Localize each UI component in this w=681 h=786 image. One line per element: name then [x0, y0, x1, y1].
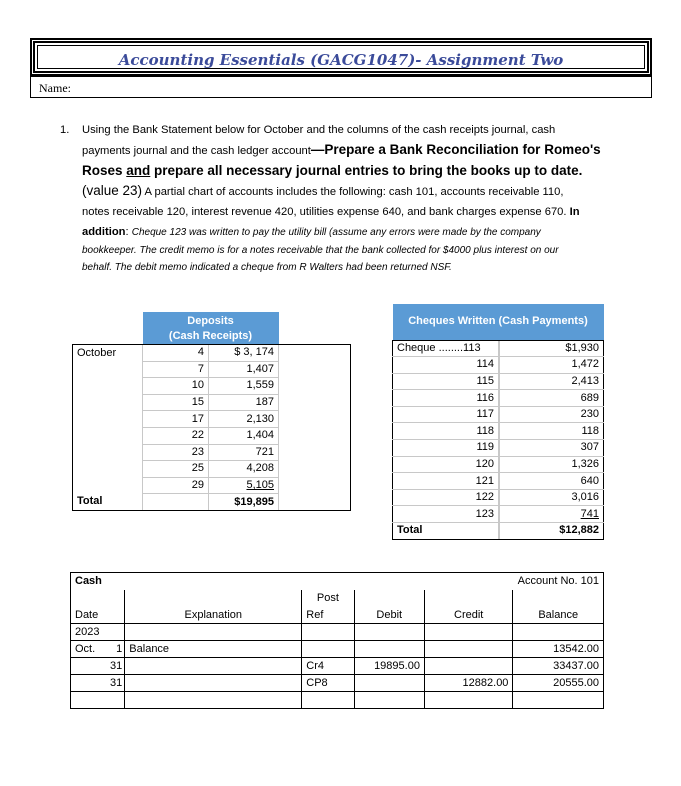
- cheque-first-label: Cheque ........113: [393, 340, 499, 357]
- table-row: 29 5,105: [73, 477, 351, 494]
- ledger-year-row: 2023: [71, 624, 604, 641]
- deposits-total: $19,895: [209, 494, 279, 511]
- deposit-amount: $ 3, 174: [209, 345, 279, 362]
- title-frame: [30, 38, 652, 76]
- table-row: 117 230: [393, 406, 604, 423]
- cheque-amount: $1,930: [500, 340, 604, 357]
- question-line-7: bookkeeper. The credit memo is for a notes receivable that the bank collected for $4000 plus interest on our: [82, 245, 559, 256]
- cheques-table: [392, 304, 604, 540]
- cheques-total: $12,882: [500, 523, 604, 540]
- table-row: 31 CP8 12882.00 20555.00: [71, 675, 604, 692]
- table-row: 25 4,208: [73, 461, 351, 478]
- ledger-header-row: Date Explanation Ref Debit Credit Balance: [71, 607, 604, 624]
- question-1: [60, 120, 634, 276]
- table-row: 10 1,559: [73, 378, 351, 395]
- deposits-table: [72, 312, 351, 511]
- question-line-4: (value 23) A partial chart of accounts includes the following: cash 101, accounts receivable 110,: [82, 183, 564, 198]
- table-row: 119 307: [393, 440, 604, 457]
- table-row: 122 3,016: [393, 489, 604, 506]
- deposits-month: October: [73, 345, 143, 362]
- table-row: 116 689: [393, 390, 604, 407]
- table-row: Oct. 1 Balance 13542.00: [71, 641, 604, 658]
- assignment-title: Accounting Essentials (GACG1047)- Assignment Two: [118, 51, 564, 69]
- table-row: 115 2,413: [393, 373, 604, 390]
- deposits-total-row: Total $19,895: [73, 494, 351, 511]
- deposits-header: Deposits (Cash Receipts): [143, 312, 279, 345]
- question-line-2: payments journal and the cash ledger account—Prepare a Bank Reconciliation for Romeo's: [82, 142, 601, 157]
- table-row: 121 640: [393, 473, 604, 490]
- ledger-account-no: Account No. 101: [302, 573, 604, 590]
- question-line-5: notes receivable 120, interest revenue 420, utilities expense 640, and bank charges expense 670. In: [82, 206, 580, 218]
- question-line-8: behalf. The debit memo indicated a cheque from R Walters had been returned NSF.: [82, 262, 452, 273]
- question-number: 1.: [60, 124, 70, 136]
- table-row: 15 187: [73, 394, 351, 411]
- table-row: 22 1,404: [73, 427, 351, 444]
- table-row: 17 2,130: [73, 411, 351, 428]
- table-row: 114 1,472: [393, 357, 604, 374]
- question-line-3: Roses and prepare all necessary journal entries to bring the books up to date.: [82, 163, 583, 178]
- name-label: Name:: [39, 81, 71, 95]
- table-row: 120 1,326: [393, 456, 604, 473]
- name-field: [30, 76, 652, 98]
- ledger-account-name: Cash: [71, 573, 302, 590]
- table-row: 118 118: [393, 423, 604, 440]
- question-body: [82, 120, 634, 276]
- cash-ledger: Cash Account No. 101 Post Date Explanation Ref Debit Credit Balance 2023 Oct. 1 Balance 13542.00 31 Cr4 19895.00 33437.00 31 CP8 12882.00 20555.00: [70, 572, 604, 709]
- table-row: 123 741: [393, 506, 604, 523]
- table-row: 7 1,407: [73, 361, 351, 378]
- cheques-total-row: Total $12,882: [393, 523, 604, 540]
- question-line-1: Using the Bank Statement below for October and the columns of the cash receipts journal, cash: [82, 124, 556, 136]
- table-row: 31 Cr4 19895.00 33437.00: [71, 658, 604, 675]
- question-line-6: addition: Cheque 123 was written to pay the utility bill (assume any errors were made by the company: [82, 226, 541, 238]
- cheques-header: Cheques Written (Cash Payments): [393, 304, 604, 340]
- table-row: 23 721: [73, 444, 351, 461]
- deposit-day: 4: [143, 345, 209, 362]
